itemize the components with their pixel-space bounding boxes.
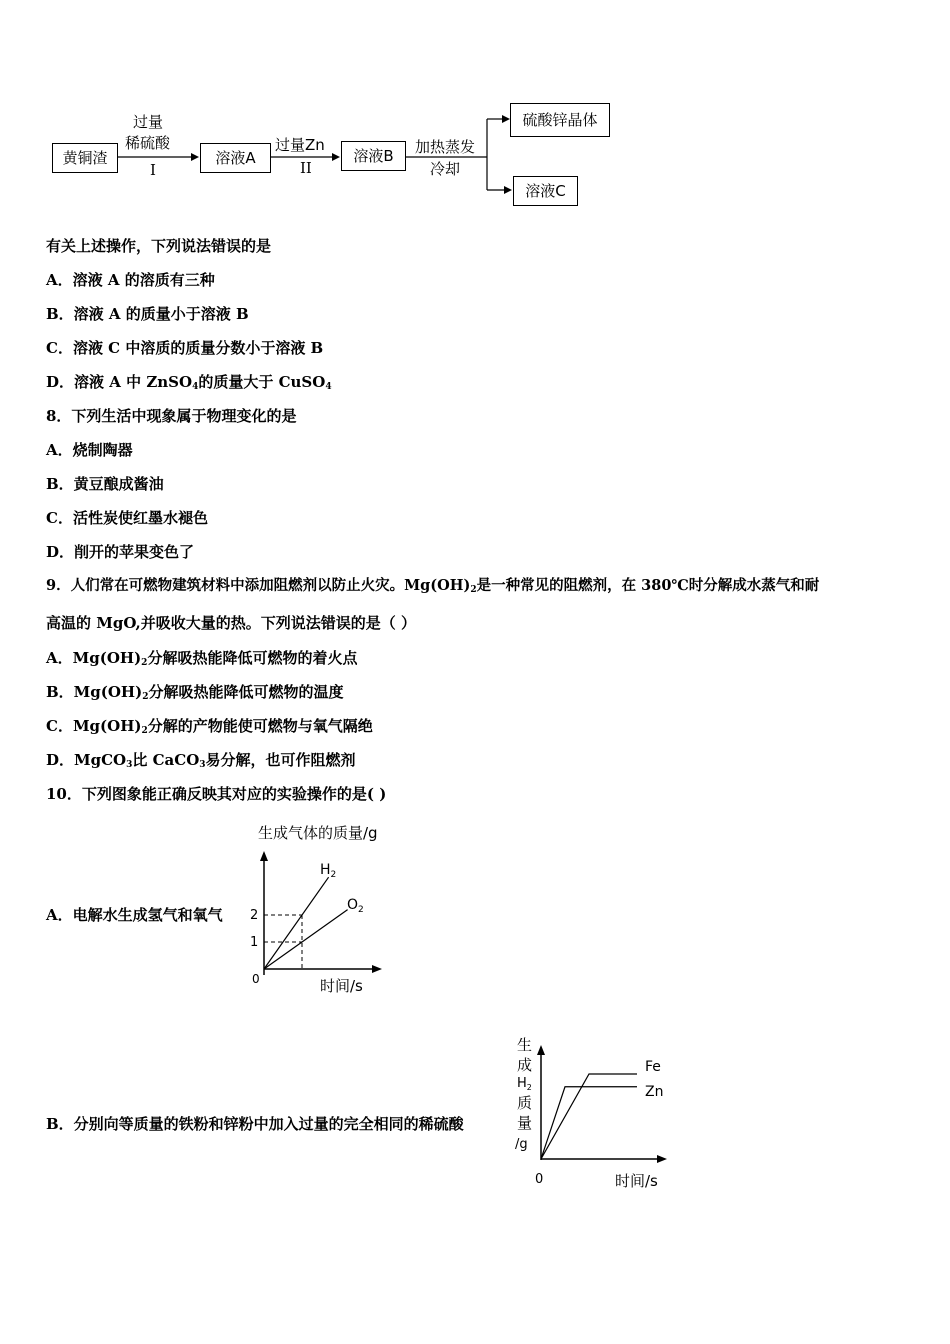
q7-option-b: B．溶液 A 的质量小于溶液 B	[46, 305, 249, 323]
q10-stem: 10．下列图象能正确反映其对应的实验操作的是( )	[46, 785, 387, 803]
chart-a-origin: 0	[252, 972, 260, 986]
chart-b-ylabel-5: 量	[517, 1114, 533, 1132]
box-solution-a: 溶液A	[200, 143, 271, 173]
arrowhead-2	[332, 153, 340, 161]
chart-b-ylabel-4: 质	[517, 1094, 533, 1112]
chart-b-x-arrow	[657, 1155, 667, 1163]
chart-a-x-arrow	[372, 965, 382, 973]
chart-b-origin: 0	[535, 1172, 544, 1187]
flow-arrows	[0, 0, 950, 220]
box-zinc-sulfate-crystal: 硫酸锌晶体	[510, 103, 610, 137]
arrow3-label-top: 加热蒸发	[415, 138, 476, 156]
chart-b-xlabel: 时间/s	[615, 1172, 658, 1190]
q9-option-b: B．$Mg(OH)_2$分解吸热能降低可燃物的温度	[46, 683, 344, 702]
q8-option-a: A．烧制陶器	[46, 441, 133, 459]
chart-a-ylabel: 生成气体的质量/g	[258, 824, 378, 842]
q7-option-d: D．溶液 A 中 ZnSO$_4$的质量大于 CuSO$_4$	[46, 373, 332, 392]
q7-option-a: A．溶液 A 的溶质有三种	[46, 271, 215, 289]
q9-option-a: A．$Mg(OH)_2$分解吸热能降低可燃物的着火点	[46, 649, 358, 668]
box-solution-c: 溶液C	[513, 176, 578, 206]
chart-a-xlabel: 时间/s	[320, 977, 363, 995]
q8-option-d: D．削开的苹果变色了	[46, 543, 195, 561]
arrow2-label-bottom: II	[300, 159, 312, 177]
arrowhead-4	[504, 186, 512, 194]
q9-stem-line1: 9．人们常在可燃物建筑材料中添加阻燃剂以防止火灾。$Mg(OH)_2$是一种常见的阻燃剂，在 380℃时分解成水蒸气和耐	[46, 577, 820, 595]
chart-a-line-h2	[264, 877, 329, 969]
chart-a-ytick-2: 2	[250, 908, 259, 923]
q9-option-d: D．MgCO$_3$比 CaCO$_3$易分解，也可作阻燃剂	[46, 751, 356, 770]
chart-b-ylabel-2: 成	[517, 1056, 533, 1074]
chart-b-ylabel-1: 生	[517, 1036, 533, 1054]
chart-fe-zn	[505, 1030, 680, 1195]
box-solution-b: 溶液B	[341, 141, 406, 171]
q7-stem: 有关上述操作，下列说法错误的是	[46, 237, 272, 255]
q9-stem-line2: 高温的 MgO,并吸收大量的热。下列说法错误的是（ ）	[46, 614, 416, 632]
q10-option-a: A．电解水生成氢气和氧气	[46, 906, 223, 924]
q9-option-c: C．$Mg(OH)_2$分解的产物能使可燃物与氧气隔绝	[46, 717, 373, 736]
chart-b-legend-zn: Zn	[645, 1084, 664, 1100]
q8-option-b: B．黄豆酿成酱油	[46, 475, 164, 493]
arrowhead-3	[502, 115, 510, 123]
q8-option-c: C．活性炭使红墨水褪色	[46, 509, 208, 527]
q8-stem: 8．下列生活中现象属于物理变化的是	[46, 407, 297, 425]
arrow1-label-top1: 过量	[133, 113, 164, 131]
chart-b-y-arrow	[537, 1045, 545, 1055]
arrow2-label-top: 过量Zn	[275, 136, 325, 154]
chart-b-legend-fe: Fe	[645, 1059, 661, 1075]
chart-b-line-zn	[541, 1087, 637, 1159]
chart-electrolysis	[240, 815, 410, 1000]
chart-a-ytick-1: 1	[250, 935, 259, 950]
q10-option-b: B．分别向等质量的铁粉和锌粉中加入过量的完全相同的稀硫酸	[46, 1115, 464, 1133]
chart-a-line-o2	[264, 910, 348, 969]
arrow1-label-bottom: I	[150, 161, 156, 179]
q7-option-c: C．溶液 C 中溶质的质量分数小于溶液 B	[46, 339, 324, 357]
chart-b-ylabel-3: $H_2$	[517, 1076, 532, 1092]
chart-a-legend-o2: $O_2$	[347, 897, 364, 915]
chart-a-y-arrow	[260, 851, 268, 861]
chart-a-legend-h2: $H_2$	[320, 862, 337, 880]
arrow1-label-top2: 稀硫酸	[125, 134, 171, 152]
box-brass-slag: 黄铜渣	[52, 143, 118, 173]
arrow3-label-bottom: 冷却	[430, 160, 461, 178]
arrowhead-1	[191, 153, 199, 161]
chart-b-ylabel-6: /g	[515, 1137, 528, 1152]
